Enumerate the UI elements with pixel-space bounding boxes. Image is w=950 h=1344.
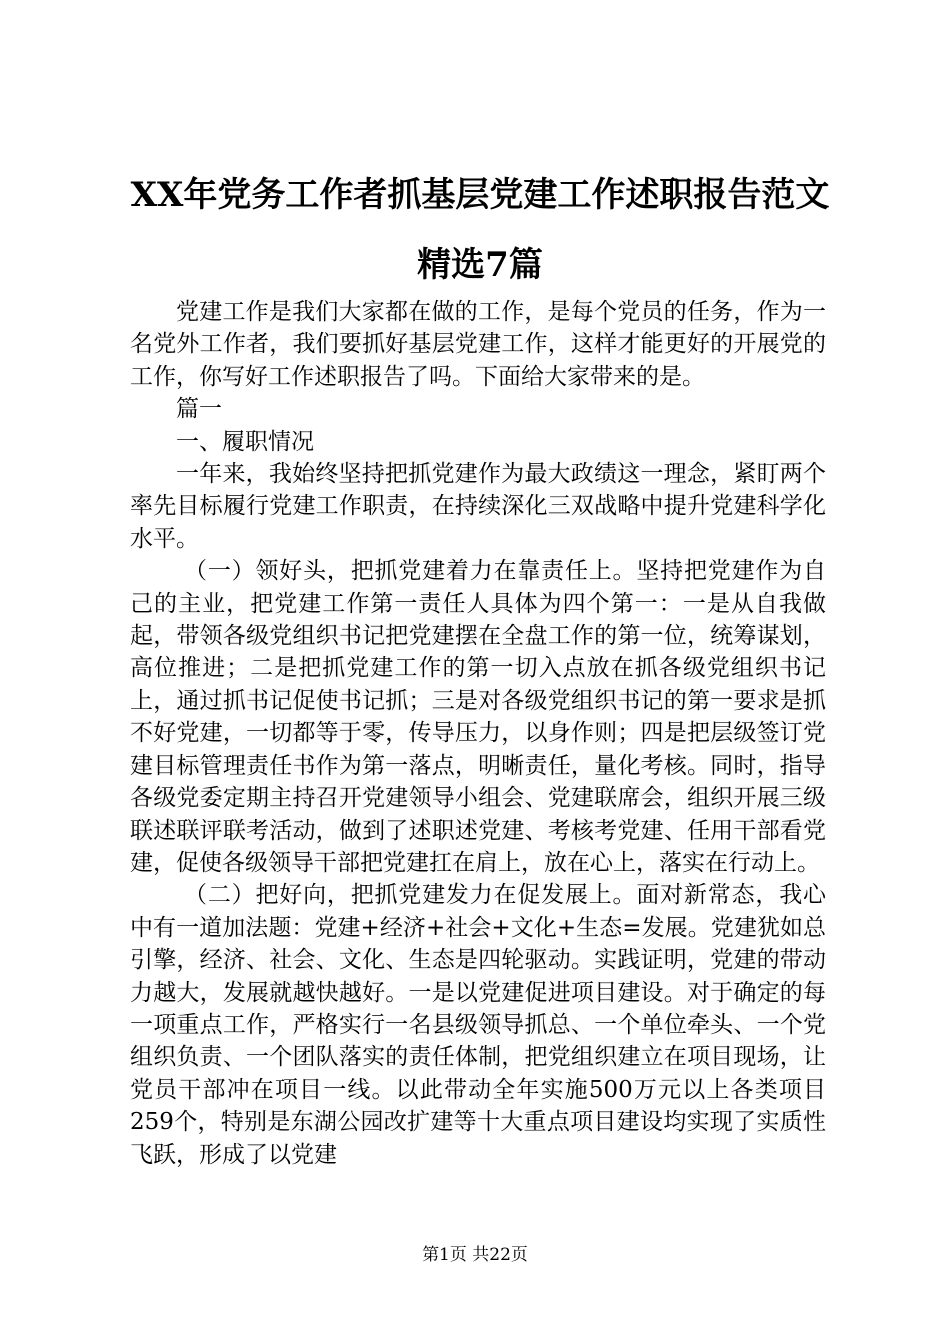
intro-paragraph: 党建工作是我们大家都在做的工作，是每个党员的任务，作为一名党外工作者，我们要抓好基层党建工作，这样才能更好的开展党的工作，你写好工作述职报告了吗。下面给大家带来的是。 — [130, 299, 826, 390]
body-paragraph-direction-development: （二）把好向，把抓党建发力在促发展上。面对新常态，我心中有一道加法题：党建+经济+社会+文化+生态=发展。党建犹如总引擎，经济、社会、文化、生态是四轮驱动。实践证明，党建的带动力越大，发展就越快越好。一是以党建促进项目建设。对于确定的每一项重点工作，严格实行一名县级领导抓总、一个单位牵头、一个党组织负责、一个团队落实的责任体制，把党组织建立在项目现场，让党员干部冲在项目一线。以此带动全年实施500万元以上各类项目259个，特别是东湖公园改扩建等十大重点项目建设均实现了实质性飞跃，形成了以党建 — [130, 882, 826, 1168]
document-body — [130, 296, 826, 1171]
body-paragraph-lead-responsibility: （一）领好头，把抓党建着力在靠责任上。坚持把党建作为自己的主业，把党建工作第一责任人具体为四个第一：一是从自我做起，带领各级党组织书记把党建摆在全盘工作的第一位，统筹谋划，高位推进；二是把抓党建工作的第一切入点放在抓各级党组织书记上，通过抓书记促使书记抓；三是对各级党组织书记的第一要求是抓不好党建，一切都等于零，传导压力，以身作则；四是把层级签订党建目标管理责任书作为第一落点，明晰责任，量化考核。同时，指导各级党委定期主持召开党建领导小组会、党建联席会，组织开展三级联述联评联考活动，做到了述职述党建、考核考党建、任用干部看党建，促使各级领导干部把党建扛在肩上，放在心上，落实在行动上。 — [130, 558, 826, 876]
body-paragraph-overview: 一年来，我始终坚持把抓党建作为最大政绩这一理念，紧盯两个率先目标履行党建工作职责，在持续深化三双战略中提升党建科学化水平。 — [130, 461, 826, 552]
page-footer: 第1页 共22页 — [422, 1245, 528, 1265]
section-heading-part-one: 篇一 — [176, 396, 222, 423]
section-heading-duty-performance: 一、履职情况 — [176, 428, 314, 455]
document-title: XX年党务工作者抓基层党建工作述职报告范文精选7篇 — [130, 175, 830, 285]
